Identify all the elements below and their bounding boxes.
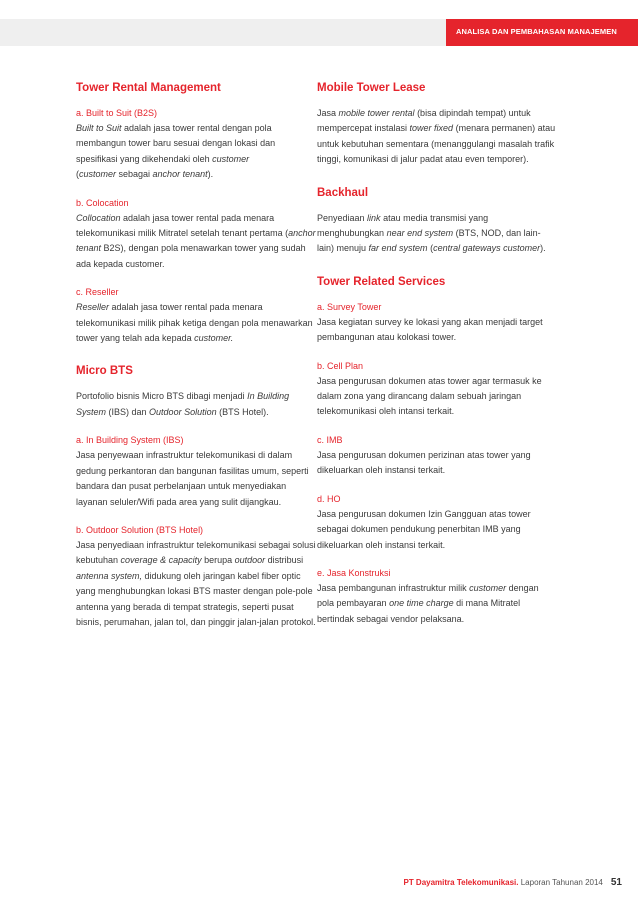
imb-title: c. IMB — [317, 434, 343, 445]
mobile-tower-heading: Mobile Tower Lease — [317, 82, 426, 94]
ibs-title: a. In Building System (IBS) — [76, 435, 184, 446]
tower-rental-section — [76, 80, 316, 346]
tower-related-heading: Tower Related Services — [317, 275, 446, 288]
micro-bts-heading: Micro BTS — [76, 365, 133, 378]
colocation-title: b. Colocation — [76, 197, 129, 208]
konstruksi-text: Jasa pembangunan infrastruktur milik customer dengan pola pembayaran one time charge di mana Mitratel bertindak sebagai vendor pelaksana. — [317, 582, 539, 624]
konstruksi-title: e. Jasa Konstruksi — [317, 567, 391, 578]
b2s-text: Built to Suit adalah jasa tower rental dengan pola membangun tower baru sesuai dengan lokasi dan spesifikasi yang dikehendaki oleh customer (customer sebagai anchor tenant). — [76, 123, 276, 180]
ibs-text: Jasa penyewaan infrastruktur telekomunikasi di dalam gedung perkantoran dan bangunan fasilitas umum, seperti bandara dan pusat perbelanjaan untuk menyediakan layanan seluler/Wifi pada area yang sulit dijangkau. — [76, 450, 309, 507]
backhaul-heading: Backhaul — [317, 186, 369, 199]
survey-tower-text: Jasa kegiatan survey ke lokasi yang akan menjadi target pembangunan atau kolokasi tower. — [317, 316, 543, 343]
tower-related-section — [317, 274, 557, 627]
section-label: ANALISA DAN PEMBAHASAN MANAJEMEN — [456, 27, 617, 36]
micro-bts-intro: Portofolio bisnis Micro BTS dibagi menjadi In Building System (IBS) dan Outdoor Solution (BTS Hotel). — [76, 391, 290, 417]
tower-rental-heading: Tower Rental Management — [76, 82, 221, 94]
page-number: 51 — [610, 877, 622, 888]
ho-title: d. HO — [317, 493, 341, 504]
left-column — [76, 80, 316, 647]
imb-text: Jasa pengurusan dokumen perizinan atas tower yang dikeluarkan oleh instansi terkait. — [317, 449, 531, 476]
mobile-tower-text: Jasa mobile tower rental (bisa dipindah tempat) untuk mempercepat instalasi tower fixed (menara permanen) atau untuk kebutuhan sementara (menanggulangi masalah trafik tinggi, komunikasi di jalur padat atau even temporer). — [317, 108, 556, 165]
reseller-text: Reseller adalah jasa tower rental pada menara telekomunikasi milik pihak ketiga dengan pola menawarkan tower yang telah ada kepada customer. — [76, 302, 313, 344]
micro-bts-section — [76, 363, 316, 630]
mobile-tower-section — [317, 80, 557, 168]
reseller-title: c. Reseller — [76, 287, 119, 298]
section-label-bar — [446, 19, 638, 46]
backhaul-section — [317, 185, 557, 257]
page-footer — [403, 877, 622, 888]
backhaul-text: Penyediaan link atau media transmisi yang menghubungkan near end system (BTS, NOD, dan lain-lain) menuju far end system (central gateways customer). — [317, 212, 546, 254]
cell-plan-text: Jasa pengurusan dokumen atas tower agar termasuk ke dalam zona yang dirancang dalam sebuah jaringan telekomunikasi oleh intansi terkait. — [317, 375, 542, 417]
survey-tower-title: a. Survey Tower — [317, 301, 382, 312]
footer-report: Laporan Tahunan 2014 — [518, 878, 603, 887]
right-column — [317, 80, 557, 644]
outdoor-solution-text: Jasa penyediaan infrastruktur telekomunikasi sebagai solusi kebutuhan coverage & capacity berupa outdoor distribusi antenna system, didukung oleh jaringan kabel fiber optic yang menghubungkan lokasi BTS master dengan pole-pole antenna yang berada di tempat strategis, seperti pusat bisnis, perumahan, jalan tol, dan pinggir jalan-jalan protokol. — [76, 539, 316, 627]
b2s-title: a. Built to Suit (B2S) — [76, 108, 158, 118]
header-bar — [0, 19, 446, 46]
footer-company: PT Dayamitra Telekomunikasi. — [403, 878, 519, 887]
colocation-text: Collocation adalah jasa tower rental pada menara telekomunikasi milik Mitratel setelah tenant pertama (anchor tenant B2S), dengan pola menawarkan tower yang sudah ada kepada customer. — [76, 212, 316, 269]
ho-text: Jasa pengurusan dokumen Izin Gangguan atas tower sebagai dokumen pendukung penerbitan IMB yang dikeluarkan oleh instansi terkait. — [317, 508, 531, 550]
outdoor-solution-title: b. Outdoor Solution (BTS Hotel) — [76, 524, 204, 535]
cell-plan-title: b. Cell Plan — [317, 360, 364, 371]
